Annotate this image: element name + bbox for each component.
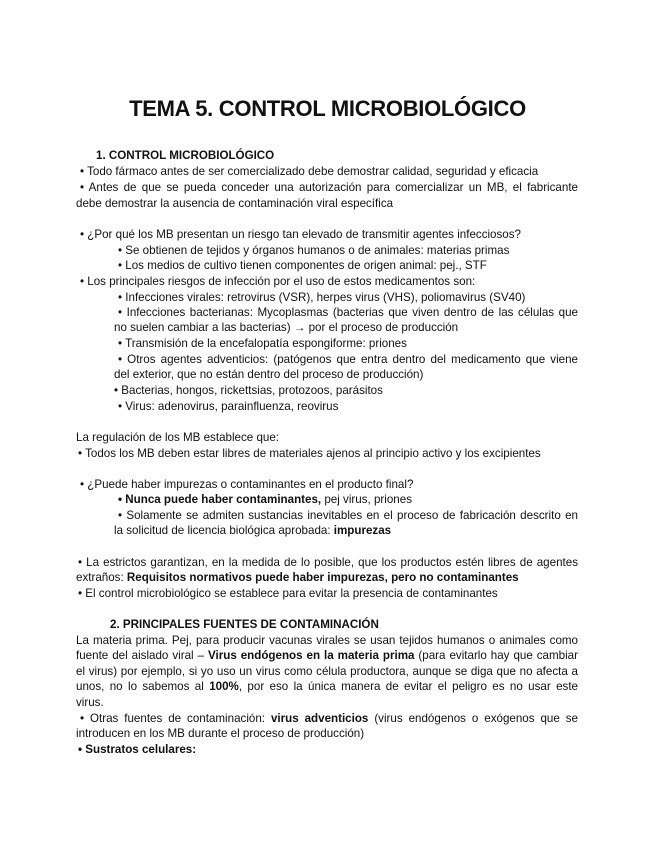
- text-line: debe demostrar la ausencia de contaminación viral específica: [76, 197, 394, 210]
- text-span: pej virus, priones: [321, 493, 412, 506]
- text-span: la solicitud de licencia biológica aprobada:: [114, 524, 334, 537]
- text-line: [76, 570, 519, 585]
- sub-bullet: • Los medios de cultivo tienen componentes de origen animal: pej., STF: [118, 259, 487, 272]
- text-line: introducen en los MB durante el proceso de producción): [76, 727, 365, 740]
- bullet-line: • Todo fármaco antes de ser comercializado debe demostrar calidad, seguridad y eficacia: [80, 165, 539, 178]
- text-span: , por eso la única manera de evitar el peligro es no usar este: [238, 680, 578, 693]
- text-span: • Otras fuentes de contaminación:: [80, 712, 271, 725]
- text-line: el virus) por ejemplo, si yo uso un virus como célula productora, aunque se diga que no afecta a: [76, 665, 578, 678]
- bullet-line: • Todos los MB deben estar libres de materiales ajenos al principio activo y los excipientes: [78, 447, 541, 460]
- sub-bullet: • Transmisión de la encefalopatía espongiforme: priones: [118, 337, 407, 350]
- sub-bullet: • Virus: adenovirus, parainfluenza, reovirus: [118, 400, 339, 413]
- text-line: [114, 523, 391, 538]
- bullet-line: [80, 711, 578, 726]
- sub-bullet: • Infecciones bacterianas: Mycoplasmas (bacterias que viven dentro de las células que: [118, 306, 578, 319]
- text-line: no suelen cambiar a las bacterias) → por el proceso de producción: [114, 321, 459, 334]
- text-line: La regulación de los MB establece que:: [76, 431, 280, 444]
- section-1-heading: 1. CONTROL MICROBIOLÓGICO: [96, 149, 275, 162]
- bullet-line: • Los principales riesgos de infección por el uso de estos medicamentos son:: [80, 275, 476, 288]
- text-span: unos, no lo sabemos al: [76, 680, 210, 693]
- bullet-line: • Antes de que se pueda conceder una autorización para comercializar un MB, el fabricante: [80, 181, 578, 194]
- bullet-line: • La estrictos garantizan, en la medida de lo posible, que los productos estén libres de agentes: [78, 556, 578, 569]
- sub-bullet: • Se obtienen de tejidos y órganos humanos o de animales: materias primas: [118, 244, 510, 257]
- text-span: fuente del aislado viral –: [76, 649, 208, 662]
- bold-text: 100%: [209, 680, 239, 693]
- bold-text: • Nunca puede haber contaminantes,: [118, 493, 322, 506]
- bold-text: impurezas: [333, 524, 392, 537]
- section-2-heading: 2. PRINCIPALES FUENTES DE CONTAMINACIÓN: [110, 618, 379, 631]
- sub-bullet: • Otros agentes adventicios: (patógenos que entra dentro del medicamento que viene: [118, 353, 578, 366]
- bold-text: virus adventicios: [270, 712, 369, 725]
- bold-text: Virus endógenos en la materia prima: [207, 649, 415, 662]
- text-line: [76, 679, 578, 694]
- text-span: extraños:: [76, 571, 127, 584]
- bullet-heading: • Sustratos celulares:: [78, 743, 197, 756]
- text-span: (virus endógenos o exógenos que se: [368, 712, 578, 725]
- bold-text: Requisitos normativos puede haber impurezas, pero no contaminantes: [126, 571, 519, 584]
- sub-bullet: • Infecciones virales: retrovirus (VSR), herpes virus (VHS), poliomavirus (SV40): [118, 291, 526, 304]
- bullet-line: • El control microbiológico se establece para evitar la presencia de contaminantes: [78, 587, 498, 600]
- question-line: • ¿Puede haber impurezas o contaminantes en el producto final?: [80, 478, 414, 491]
- sub-bullet: • Solamente se admiten sustancias inevitables en el proceso de fabricación descrito en: [118, 509, 578, 522]
- text-line: del exterior, que no están dentro del proceso de producción): [114, 368, 424, 381]
- text-span: (para evitarlo hay que cambiar: [414, 649, 578, 662]
- question-line: • ¿Por qué los MB presentan un riesgo tan elevado de transmitir agentes infecciosos?: [80, 228, 521, 241]
- sub-bullet: [118, 492, 412, 507]
- text-line: La materia prima. Pej, para producir vacunas virales se usan tejidos humanos o animales como: [76, 634, 578, 647]
- text-line: [76, 648, 578, 663]
- text-line: virus.: [76, 696, 104, 709]
- page-title: TEMA 5. CONTROL MICROBIOLÓGICO: [129, 96, 526, 121]
- sub-bullet: • Bacterias, hongos, rickettsias, protozoos, parásitos: [114, 384, 383, 397]
